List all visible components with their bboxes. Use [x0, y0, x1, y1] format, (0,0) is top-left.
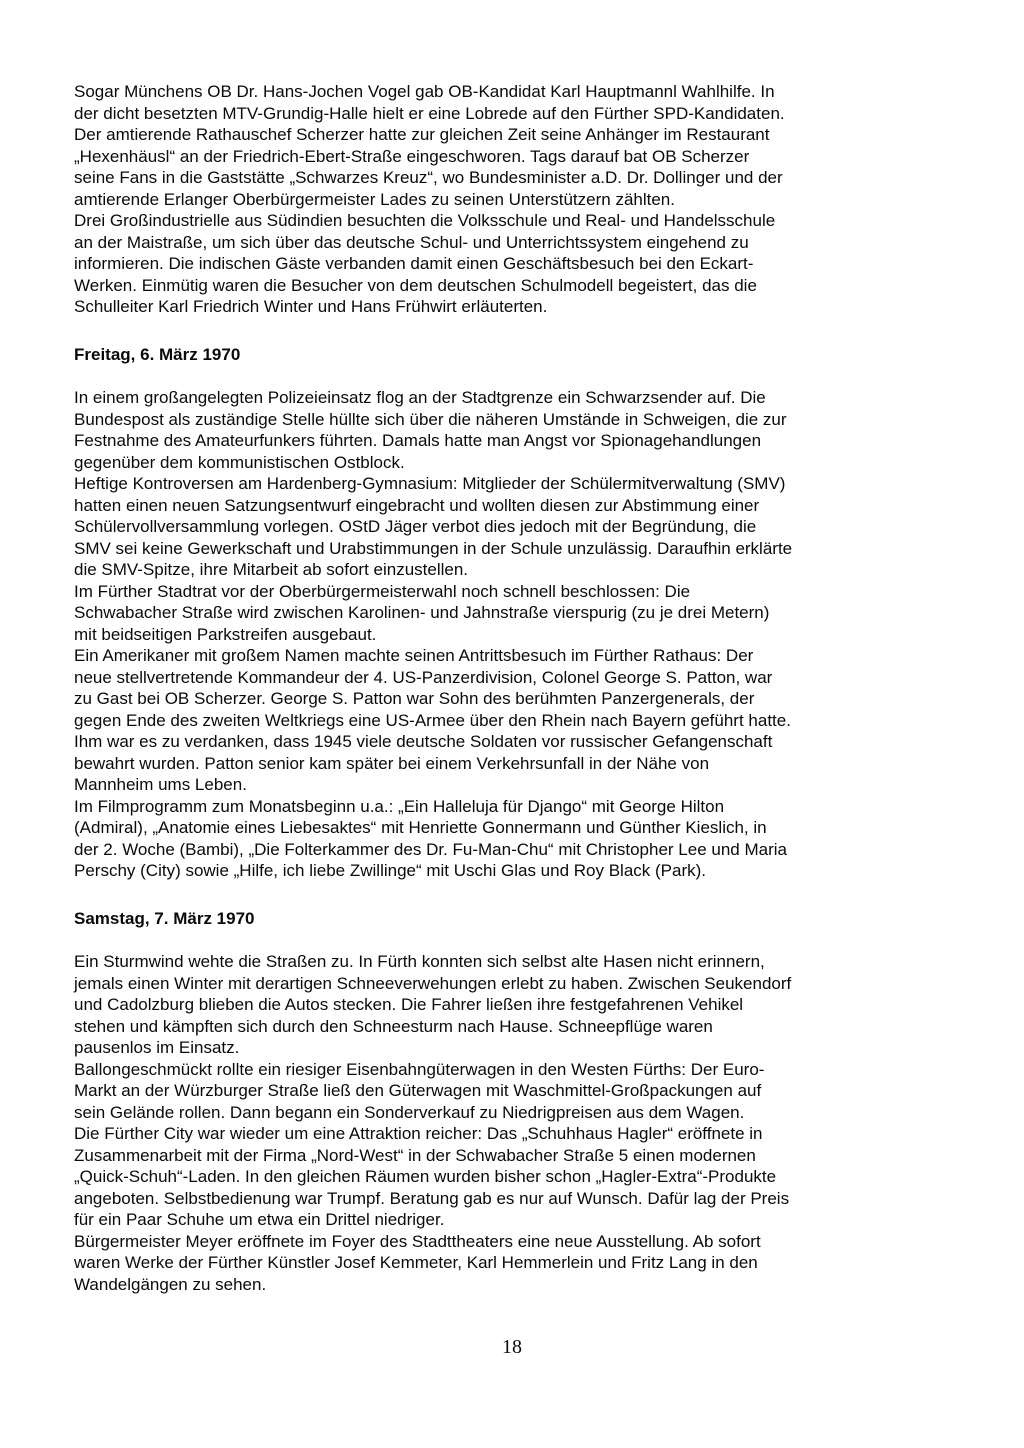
text-line: Sogar Münchens OB Dr. Hans-Jochen Vogel gab OB-Kandidat Karl Hauptmannl Wahlhilfe. In — [74, 82, 775, 101]
text-line: seine Fans in die Gaststätte „Schwarzes Kreuz“, wo Bundesminister a.D. Dr. Dollinger und der — [74, 168, 783, 187]
text-line: die SMV-Spitze, ihre Mitarbeit ab sofort einzustellen. — [74, 560, 469, 579]
text-line: Perschy (City) sowie „Hilfe, ich liebe Zwillinge“ mit Uschi Glas und Roy Black (Park). — [74, 861, 706, 880]
text-line: Wandelgängen zu sehen. — [74, 1274, 267, 1294]
text-line: Bürgermeister Meyer eröffnete im Foyer des Stadttheaters eine neue Ausstellung. Ab sofort — [74, 1231, 761, 1251]
text-line: bewahrt wurden. Patton senior kam später bei einem Verkehrsunfall in der Nähe von — [74, 753, 710, 773]
text-line: Werken. Einmütig waren die Besucher von dem deutschen Schulmodell begeistert, das die — [74, 275, 757, 295]
text-line: zu Gast bei OB Scherzer. George S. Patton war Sohn des berühmten Panzergenerals, der — [74, 689, 755, 708]
text-line: (Admiral), „Anatomie eines Liebesaktes“ mit Henriette Gonnermann und Günther Kieslich, in — [74, 818, 767, 837]
text-line: In einem großangelegten Polizeieinsatz flog an der Stadtgrenze ein Schwarzsender auf. Die — [74, 388, 766, 407]
text-line: SMV sei keine Gewerkschaft und Urabstimmungen in der Schule unzulässig. Daraufhin erklärte — [74, 538, 793, 558]
text-line: jemals einen Winter mit derartigen Schneeverwehungen erlebt zu haben. Zwischen Seukendorf — [74, 973, 792, 993]
text-line: pausenlos im Einsatz. — [74, 1038, 240, 1057]
paragraph — [74, 387, 964, 882]
paragraph — [74, 951, 964, 1295]
text-line: informieren. Die indischen Gäste verbanden damit einen Geschäftsbesuch bei den Eckart- — [74, 254, 754, 273]
text-line: angeboten. Selbstbedienung war Trumpf. Beratung gab es nur auf Wunsch. Dafür lag der Preis — [74, 1188, 790, 1208]
section-heading: Freitag, 6. März 1970 — [74, 344, 241, 364]
text-line: Markt an der Würzburger Straße ließ den Güterwagen mit Waschmittel-Großpackungen auf — [74, 1081, 762, 1100]
text-line: Drei Großindustrielle aus Südindien besuchten die Volksschule und Real- und Handelsschule — [74, 211, 776, 230]
text-line: amtierende Erlanger Oberbürgermeister Lades zu seinen Unterstützern zählten. — [74, 189, 675, 209]
text-line: „Quick-Schuh“-Laden. In den gleichen Räumen wurden bisher schon „Hagler-Extra“-Produkte — [74, 1167, 777, 1186]
text-line: an der Maistraße, um sich über das deutsche Schul- und Unterrichtssystem eingehend zu — [74, 232, 749, 252]
text-line: „Hexenhäusl“ an der Friedrich-Ebert-Straße eingeschworen. Tags darauf bat OB Scherzer — [74, 146, 750, 166]
text-line: stehen und kämpften sich durch den Schneesturm nach Hause. Schneepflüge waren — [74, 1016, 713, 1036]
section-heading: Samstag, 7. März 1970 — [74, 908, 255, 928]
text-line: gegen Ende des zweiten Weltkriegs eine US-Armee über den Rhein nach Bayern geführt hatte. — [74, 710, 791, 730]
text-line: Die Fürther City war wieder um eine Attraktion reicher: Das „Schuhhaus Hagler“ eröffnete in — [74, 1124, 763, 1143]
text-line: der dicht besetzten MTV-Grundig-Halle hielt er eine Lobrede auf den Fürther SPD-Kandidaten. — [74, 103, 785, 123]
text-line: Ihm war es zu verdanken, dass 1945 viele deutsche Soldaten vor russischer Gefangenschaft — [74, 732, 773, 751]
text-line: Zusammenarbeit mit der Firma „Nord-West“ in der Schwabacher Straße 5 einen modernen — [74, 1145, 756, 1165]
text-line: gegenüber dem kommunistischen Ostblock. — [74, 452, 405, 472]
paragraph — [74, 81, 964, 318]
text-line: waren Werke der Fürther Künstler Josef Kemmeter, Karl Hemmerlein und Fritz Lang in den — [74, 1253, 758, 1272]
text-line: Ein Sturmwind wehte die Straßen zu. In Fürth konnten sich selbst alte Hasen nicht erinnern, — [74, 952, 765, 971]
text-line: Ballongeschmückt rollte ein riesiger Eisenbahngüterwagen in den Westen Fürths: Der Euro- — [74, 1059, 765, 1079]
text-line: Bundespost als zuständige Stelle hüllte sich über die näheren Umstände in Schweigen, die zur — [74, 409, 787, 429]
text-line: für ein Paar Schuhe um etwa ein Drittel niedriger. — [74, 1210, 445, 1229]
text-line: Mannheim ums Leben. — [74, 775, 247, 794]
text-line: Im Fürther Stadtrat vor der Oberbürgermeisterwahl noch schnell beschlossen: Die — [74, 581, 691, 601]
text-line: Heftige Kontroversen am Hardenberg-Gymnasium: Mitglieder der Schülermitverwaltung (SMV) — [74, 474, 786, 493]
text-line: neue stellvertretende Kommandeur der 4. US-Panzerdivision, Colonel George S. Patton, war — [74, 667, 773, 687]
text-line: der 2. Woche (Bambi), „Die Folterkammer des Dr. Fu-Man-Chu“ mit Christopher Lee und Maria — [74, 839, 787, 859]
text-line: und Cadolzburg blieben die Autos stecken. Die Fahrer ließen ihre festgefahrenen Vehikel — [74, 995, 744, 1014]
text-line: sein Gelände rollen. Dann begann ein Sonderverkauf zu Niedrigpreisen aus dem Wagen. — [74, 1102, 745, 1122]
document-content — [74, 81, 964, 1295]
text-line: Schulleiter Karl Friedrich Winter und Hans Frühwirt erläuterten. — [74, 297, 548, 316]
text-line: Im Filmprogramm zum Monatsbeginn u.a.: „Ein Halleluja für Django“ mit George Hilton — [74, 796, 725, 816]
text-line: hatten einen neuen Satzungsentwurf eingebracht und wollten diesen zur Abstimmung einer — [74, 495, 760, 515]
text-line: Ein Amerikaner mit großem Namen machte seinen Antrittsbesuch im Fürther Rathaus: Der — [74, 646, 754, 665]
text-line: Schülervollversammlung vorlegen. OStD Jäger verbot dies jedoch mit der Begründung, die — [74, 517, 757, 536]
text-line: Der amtierende Rathauschef Scherzer hatte zur gleichen Zeit seine Anhänger im Restaurant — [74, 125, 770, 144]
text-line: Festnahme des Amateurfunkers führten. Damals hatte man Angst vor Spionagehandlungen — [74, 431, 762, 450]
text-line: Schwabacher Straße wird zwischen Karolinen- und Jahnstraße vierspurig (zu je drei Metern) — [74, 603, 770, 622]
text-line: mit beidseitigen Parkstreifen ausgebaut. — [74, 624, 377, 644]
page-number: 18 — [502, 1336, 522, 1358]
